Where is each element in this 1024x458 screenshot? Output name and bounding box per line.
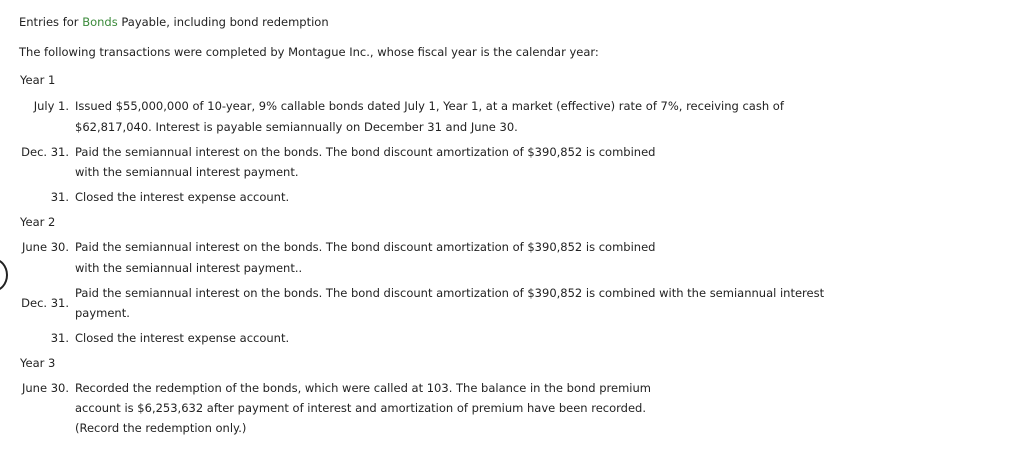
title-keyword-link[interactable]: Bonds [82,15,118,29]
entry-text-line: with the semiannual interest payment.. [75,261,303,275]
entry-text-line: Recorded the redemption of the bonds, which were called at 103. The balance in the bond premium [75,381,651,395]
entry-text-line: (Record the redemption only.) [75,421,247,435]
entry-date: June 30. [22,240,69,254]
year-2-heading: Year 2 [20,215,56,229]
page-title [19,12,329,32]
entry-date: 31. [50,190,69,204]
intro-text: The following transactions were completed by Montague Inc., whose fiscal year is the calendar year: [19,45,599,59]
entry-text-line: account is $6,253,632 after payment of interest and amortization of premium have been recorded. [75,401,647,415]
entry-text-line: Closed the interest expense account. [75,190,290,204]
edge-circle-decoration [0,258,8,292]
entry-date: Dec. 31. [21,145,69,159]
year-1-heading: Year 1 [20,73,56,87]
entry-text-line: payment. [75,306,130,320]
entry-text-line: with the semiannual interest payment. [75,165,299,179]
year-3-heading: Year 3 [20,356,56,370]
entry-date: Dec. 31. [21,296,69,310]
entry-text-line: Paid the semiannual interest on the bonds. The bond discount amortization of $390,852 is combined [75,145,656,159]
entry-text-line: Paid the semiannual interest on the bonds. The bond discount amortization of $390,852 is combined with the semiannual interest [75,286,825,300]
entry-date: 31. [50,331,69,345]
title-suffix: Payable, including bond redemption [117,15,329,29]
title-prefix: Entries for [19,15,83,29]
entry-date: June 30. [22,381,69,395]
entry-text-line: $62,817,040. Interest is payable semiannually on December 31 and June 30. [75,120,518,134]
entry-date: July 1. [33,99,69,113]
entry-text-line: Paid the semiannual interest on the bonds. The bond discount amortization of $390,852 is combined [75,240,656,254]
entry-text-line: Issued $55,000,000 of 10-year, 9% callable bonds dated July 1, Year 1, at a market (effective) rate of 7%, receiving cash of [75,99,784,113]
entry-text-line: Closed the interest expense account. [75,331,290,345]
